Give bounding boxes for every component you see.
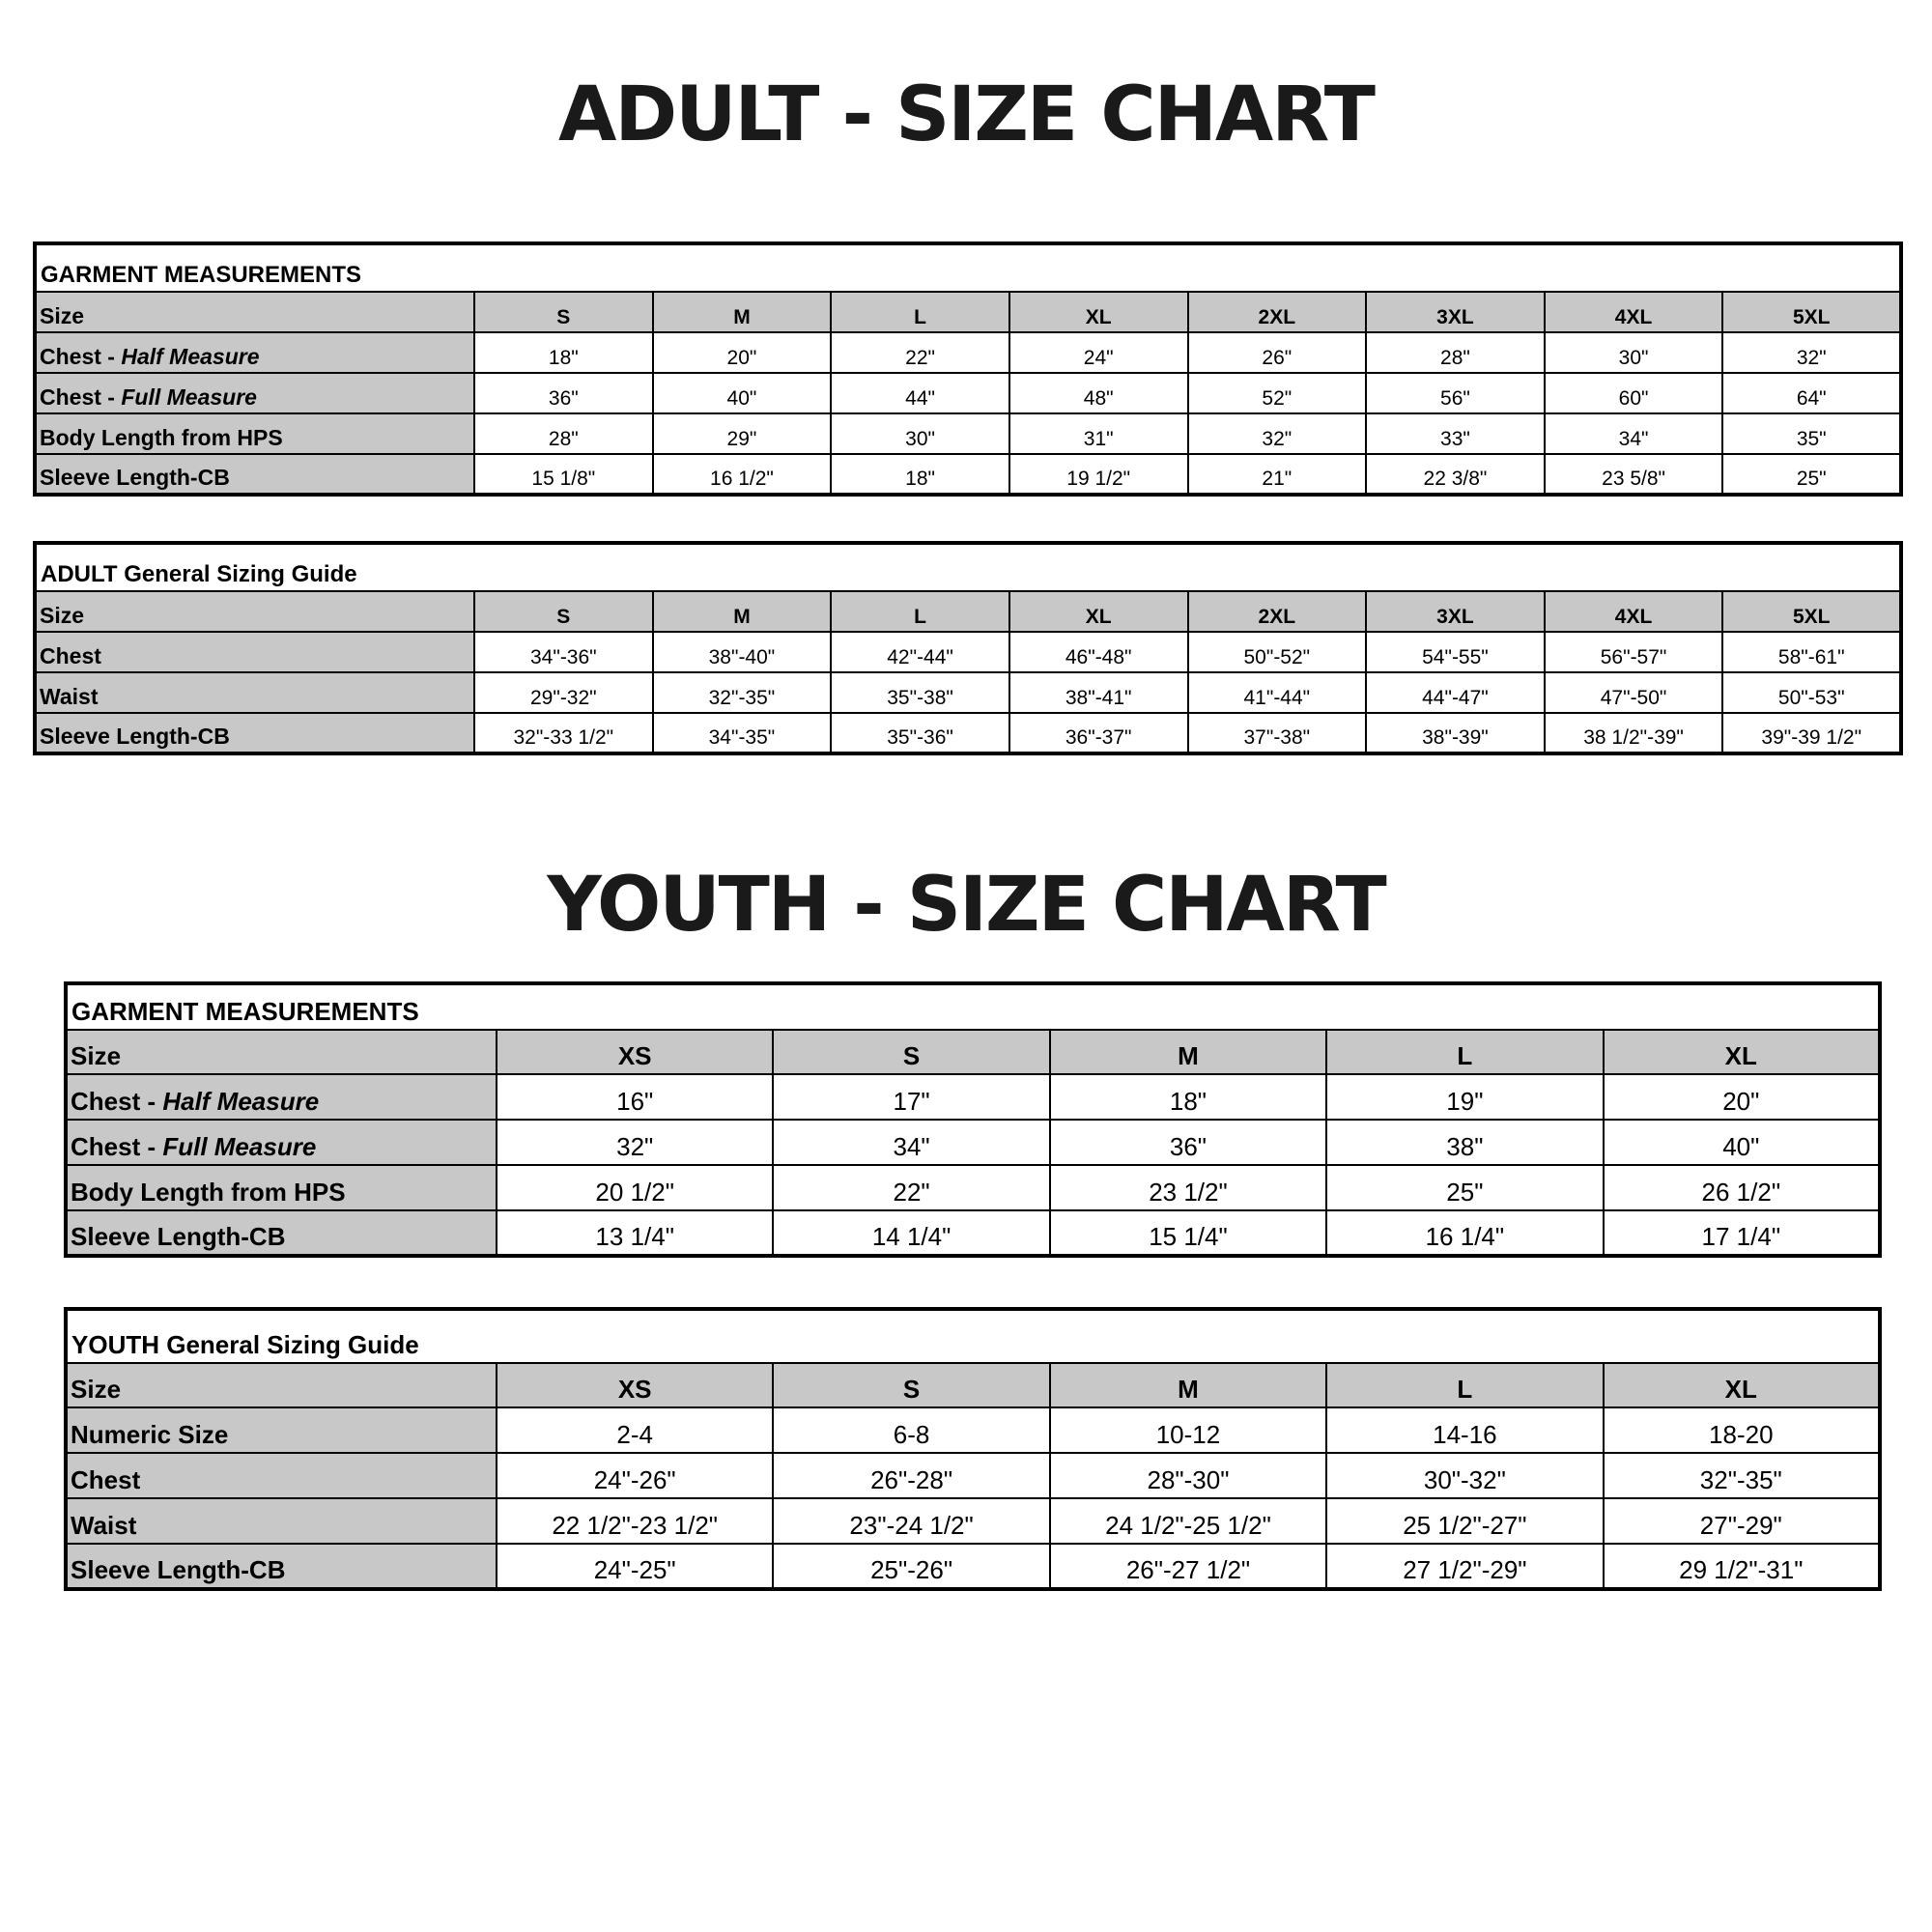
measurement-cell: 44" xyxy=(831,373,1009,413)
measurement-cell: 22 1/2"-23 1/2" xyxy=(497,1498,773,1544)
adult-sizing-guide-table xyxy=(33,541,1903,755)
table-heading: GARMENT MEASUREMENTS xyxy=(35,243,1901,292)
measurement-cell: 22" xyxy=(773,1165,1049,1210)
measurement-cell: 10-12 xyxy=(1050,1407,1326,1453)
size-column-header: 4XL xyxy=(1545,591,1723,632)
measurement-cell: 18" xyxy=(1050,1074,1326,1120)
row-label-text: Body Length from HPS xyxy=(40,425,283,450)
size-column-header: 5XL xyxy=(1722,292,1901,332)
size-header-row xyxy=(35,591,1901,632)
table-row xyxy=(35,332,1901,373)
measurement-cell: 50"-52" xyxy=(1188,632,1367,672)
measurement-cell: 38"-40" xyxy=(653,632,832,672)
size-header-row xyxy=(66,1030,1880,1074)
row-label-text: Chest - xyxy=(71,1087,163,1116)
row-label-text: Chest - xyxy=(71,1132,163,1161)
measurement-cell: 18" xyxy=(474,332,653,373)
measurement-cell: 23 5/8" xyxy=(1545,454,1723,495)
table-row xyxy=(35,632,1901,672)
youth-sizing-guide-table xyxy=(64,1307,1882,1591)
row-label xyxy=(35,454,474,495)
measurement-cell: 58"-61" xyxy=(1722,632,1901,672)
measurement-cell: 26"-28" xyxy=(773,1453,1049,1498)
measurement-cell: 40" xyxy=(653,373,832,413)
table-row xyxy=(66,1544,1880,1589)
measurement-cell: 32" xyxy=(1188,413,1367,454)
table-row xyxy=(66,1120,1880,1165)
table-row xyxy=(35,413,1901,454)
measurement-cell: 28" xyxy=(1366,332,1545,373)
measurement-cell: 34" xyxy=(1545,413,1723,454)
measurement-cell: 32" xyxy=(497,1120,773,1165)
measurement-cell: 17" xyxy=(773,1074,1049,1120)
measurement-cell: 38" xyxy=(1326,1120,1603,1165)
table-row xyxy=(66,1165,1880,1210)
size-column-header: L xyxy=(1326,1363,1603,1407)
measurement-cell: 52" xyxy=(1188,373,1367,413)
youth-size-chart-title: YOUTH - SIZE CHART xyxy=(547,862,1385,949)
size-column-header: S xyxy=(474,591,653,632)
measurement-cell: 20" xyxy=(1604,1074,1880,1120)
measurement-cell: 35"-36" xyxy=(831,713,1009,753)
measurement-cell: 30"-32" xyxy=(1326,1453,1603,1498)
measurement-cell: 14-16 xyxy=(1326,1407,1603,1453)
size-column-header: XL xyxy=(1009,292,1188,332)
measurement-cell: 32"-35" xyxy=(653,672,832,713)
row-label xyxy=(66,1498,497,1544)
measurement-cell: 54"-55" xyxy=(1366,632,1545,672)
row-label xyxy=(35,632,474,672)
size-column-header: L xyxy=(1326,1030,1603,1074)
measurement-cell: 33" xyxy=(1366,413,1545,454)
measurement-cell: 27"-29" xyxy=(1604,1498,1880,1544)
measurement-cell: 35" xyxy=(1722,413,1901,454)
measurement-cell: 20 1/2" xyxy=(497,1165,773,1210)
table-heading: YOUTH General Sizing Guide xyxy=(66,1309,1880,1363)
row-label xyxy=(66,1544,497,1589)
measurement-cell: 21" xyxy=(1188,454,1367,495)
size-column-header: S xyxy=(773,1030,1049,1074)
measurement-cell: 30" xyxy=(831,413,1009,454)
size-column-header: XS xyxy=(497,1030,773,1074)
measurement-cell: 48" xyxy=(1009,373,1188,413)
measurement-cell: 27 1/2"-29" xyxy=(1326,1544,1603,1589)
measurement-cell: 23"-24 1/2" xyxy=(773,1498,1049,1544)
measurement-cell: 13 1/4" xyxy=(497,1210,773,1256)
measurement-cell: 24"-25" xyxy=(497,1544,773,1589)
row-label xyxy=(35,373,474,413)
measurement-cell: 38"-41" xyxy=(1009,672,1188,713)
size-column-header: 2XL xyxy=(1188,292,1367,332)
size-label: Size xyxy=(66,1030,497,1074)
measurement-cell: 32" xyxy=(1722,332,1901,373)
measurement-cell: 31" xyxy=(1009,413,1188,454)
size-column-header: M xyxy=(1050,1363,1326,1407)
row-label xyxy=(66,1120,497,1165)
size-column-header: S xyxy=(474,292,653,332)
row-label-text: Waist xyxy=(71,1511,137,1540)
row-label-text: Sleeve Length-CB xyxy=(40,724,230,749)
table-row xyxy=(35,373,1901,413)
measurement-cell: 24 1/2"-25 1/2" xyxy=(1050,1498,1326,1544)
row-label-text: Waist xyxy=(40,684,99,709)
size-column-header: XL xyxy=(1009,591,1188,632)
size-column-header: S xyxy=(773,1363,1049,1407)
measurement-cell: 19" xyxy=(1326,1074,1603,1120)
measurement-cell: 32"-35" xyxy=(1604,1453,1880,1498)
measurement-cell: 40" xyxy=(1604,1120,1880,1165)
size-column-header: 3XL xyxy=(1366,292,1545,332)
measurement-cell: 56"-57" xyxy=(1545,632,1723,672)
row-label-text: Numeric Size xyxy=(71,1420,229,1449)
measurement-cell: 56" xyxy=(1366,373,1545,413)
measurement-cell: 26 1/2" xyxy=(1604,1165,1880,1210)
row-label xyxy=(66,1407,497,1453)
adult-garment-measurements-table xyxy=(33,242,1903,497)
measurement-cell: 37"-38" xyxy=(1188,713,1367,753)
measurement-cell: 24" xyxy=(1009,332,1188,373)
adult-size-chart-title: ADULT - SIZE CHART xyxy=(558,71,1374,158)
row-label-text: Chest - xyxy=(40,384,122,410)
measurement-cell: 44"-47" xyxy=(1366,672,1545,713)
size-header-row xyxy=(35,292,1901,332)
size-label: Size xyxy=(35,292,474,332)
measurement-cell: 36" xyxy=(474,373,653,413)
measurement-cell: 28"-30" xyxy=(1050,1453,1326,1498)
measurement-cell: 36"-37" xyxy=(1009,713,1188,753)
row-label-text: Sleeve Length-CB xyxy=(40,465,230,490)
measurement-cell: 42"-44" xyxy=(831,632,1009,672)
row-label-text: Body Length from HPS xyxy=(71,1178,346,1207)
measurement-cell: 28" xyxy=(474,413,653,454)
measurement-cell: 15 1/4" xyxy=(1050,1210,1326,1256)
size-label: Size xyxy=(66,1363,497,1407)
size-column-header: 3XL xyxy=(1366,591,1545,632)
table-row xyxy=(66,1498,1880,1544)
measurement-cell: 16 1/2" xyxy=(653,454,832,495)
row-label-text: Chest xyxy=(40,643,101,668)
measurement-cell: 22" xyxy=(831,332,1009,373)
measurement-cell: 22 3/8" xyxy=(1366,454,1545,495)
row-label xyxy=(66,1210,497,1256)
size-column-header: L xyxy=(831,292,1009,332)
row-label xyxy=(35,332,474,373)
size-column-header: M xyxy=(653,591,832,632)
measurement-cell: 26"-27 1/2" xyxy=(1050,1544,1326,1589)
row-label-text: Chest - xyxy=(40,344,122,369)
measurement-cell: 25"-26" xyxy=(773,1544,1049,1589)
measurement-cell: 46"-48" xyxy=(1009,632,1188,672)
row-label xyxy=(66,1074,497,1120)
measurement-cell: 39"-39 1/2" xyxy=(1722,713,1901,753)
table-row xyxy=(66,1407,1880,1453)
measurement-cell: 29"-32" xyxy=(474,672,653,713)
table-row xyxy=(35,713,1901,753)
row-label-emphasis: Full Measure xyxy=(121,384,257,410)
size-column-header: XS xyxy=(497,1363,773,1407)
row-label-emphasis: Half Measure xyxy=(162,1087,320,1116)
row-label-text: Sleeve Length-CB xyxy=(71,1555,286,1584)
measurement-cell: 24"-26" xyxy=(497,1453,773,1498)
measurement-cell: 60" xyxy=(1545,373,1723,413)
measurement-cell: 15 1/8" xyxy=(474,454,653,495)
measurement-cell: 25 1/2"-27" xyxy=(1326,1498,1603,1544)
measurement-cell: 14 1/4" xyxy=(773,1210,1049,1256)
measurement-cell: 25" xyxy=(1326,1165,1603,1210)
row-label-text: Sleeve Length-CB xyxy=(71,1222,286,1251)
measurement-cell: 6-8 xyxy=(773,1407,1049,1453)
row-label-text: Chest xyxy=(71,1465,141,1494)
row-label xyxy=(35,713,474,753)
measurement-cell: 36" xyxy=(1050,1120,1326,1165)
row-label xyxy=(66,1165,497,1210)
size-column-header: M xyxy=(653,292,832,332)
row-label xyxy=(35,413,474,454)
measurement-cell: 32"-33 1/2" xyxy=(474,713,653,753)
table-row xyxy=(35,454,1901,495)
measurement-cell: 26" xyxy=(1188,332,1367,373)
table-row xyxy=(66,1210,1880,1256)
measurement-cell: 23 1/2" xyxy=(1050,1165,1326,1210)
measurement-cell: 18" xyxy=(831,454,1009,495)
measurement-cell: 64" xyxy=(1722,373,1901,413)
size-column-header: XL xyxy=(1604,1030,1880,1074)
measurement-cell: 18-20 xyxy=(1604,1407,1880,1453)
measurement-cell: 29 1/2"-31" xyxy=(1604,1544,1880,1589)
row-label xyxy=(35,672,474,713)
measurement-cell: 38"-39" xyxy=(1366,713,1545,753)
measurement-cell: 29" xyxy=(653,413,832,454)
measurement-cell: 34"-35" xyxy=(653,713,832,753)
measurement-cell: 2-4 xyxy=(497,1407,773,1453)
table-row xyxy=(66,1074,1880,1120)
size-column-header: 4XL xyxy=(1545,292,1723,332)
youth-garment-measurements-table xyxy=(64,981,1882,1258)
measurement-cell: 16" xyxy=(497,1074,773,1120)
size-column-header: M xyxy=(1050,1030,1326,1074)
size-column-header: 5XL xyxy=(1722,591,1901,632)
measurement-cell: 50"-53" xyxy=(1722,672,1901,713)
table-heading: ADULT General Sizing Guide xyxy=(35,543,1901,591)
measurement-cell: 16 1/4" xyxy=(1326,1210,1603,1256)
row-label-emphasis: Half Measure xyxy=(121,344,260,369)
measurement-cell: 35"-38" xyxy=(831,672,1009,713)
size-column-header: 2XL xyxy=(1188,591,1367,632)
measurement-cell: 41"-44" xyxy=(1188,672,1367,713)
table-row xyxy=(35,672,1901,713)
size-label: Size xyxy=(35,591,474,632)
table-row xyxy=(66,1453,1880,1498)
measurement-cell: 47"-50" xyxy=(1545,672,1723,713)
table-heading: GARMENT MEASUREMENTS xyxy=(66,983,1880,1030)
measurement-cell: 17 1/4" xyxy=(1604,1210,1880,1256)
row-label-emphasis: Full Measure xyxy=(162,1132,317,1161)
size-column-header: XL xyxy=(1604,1363,1880,1407)
size-column-header: L xyxy=(831,591,1009,632)
measurement-cell: 38 1/2"-39" xyxy=(1545,713,1723,753)
size-header-row xyxy=(66,1363,1880,1407)
row-label xyxy=(66,1453,497,1498)
measurement-cell: 25" xyxy=(1722,454,1901,495)
measurement-cell: 34" xyxy=(773,1120,1049,1165)
measurement-cell: 20" xyxy=(653,332,832,373)
measurement-cell: 34"-36" xyxy=(474,632,653,672)
measurement-cell: 30" xyxy=(1545,332,1723,373)
measurement-cell: 19 1/2" xyxy=(1009,454,1188,495)
